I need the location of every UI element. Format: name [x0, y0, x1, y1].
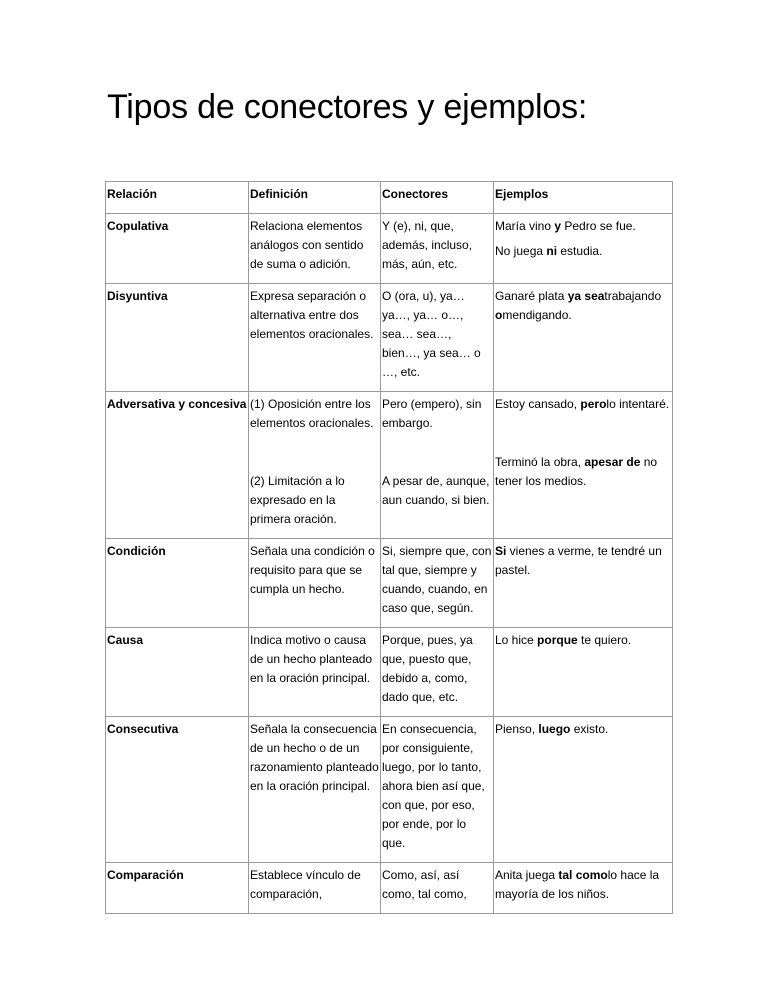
relation-cell: Copulativa [106, 214, 249, 284]
connectors-part: A pesar de, aunque, aun cuando, si bien. [382, 474, 490, 507]
table-header-row [106, 182, 673, 214]
relation-cell: Disyuntiva [106, 284, 249, 392]
header-definicion: Definición [249, 182, 381, 214]
definition-cell: Señala la consecuencia de un hecho o de un razonamiento planteado en la oración principal. [249, 717, 381, 863]
definition-cell: Establece vínculo de comparación, [249, 863, 381, 914]
highlighted-connector: ya sea [567, 289, 605, 303]
highlighted-connector: luego [538, 722, 571, 736]
relation-cell: Comparación [106, 863, 249, 914]
connectors-cell: Como, así, así como, tal como, [381, 863, 494, 914]
connectors-cell: Si, siempre que, con tal que, siempre y cuando, cuando, en caso que, según. [381, 539, 494, 628]
highlighted-connector: pero [580, 397, 607, 411]
example-cell: Ganaré plata ya seatrabajando omendigando. [494, 284, 673, 392]
relation-cell: Adversativa y concesiva [106, 392, 249, 539]
connectors-cell: Porque, pues, ya que, puesto que, debido a, como, dado que, etc. [381, 628, 494, 717]
example-sentence: Terminó la obra, apesar de no tener los medios. [495, 455, 658, 488]
relation-cell: Causa [106, 628, 249, 717]
connectors-cell: Y (e), ni, que, además, incluso, más, aún, etc. [381, 214, 494, 284]
relation-cell: Condición [106, 539, 249, 628]
header-relacion: Relación [106, 182, 249, 214]
table-row [106, 717, 673, 863]
highlighted-connector: tal como [558, 868, 608, 882]
table-row [106, 539, 673, 628]
connectors-cell: O (ora, u), ya… ya…, ya… o…, sea… sea…, bien…, ya sea… o …, etc. [381, 284, 494, 392]
header-ejemplos: Ejemplos [494, 182, 673, 214]
definition-cell: Indica motivo o causa de un hecho planteado en la oración principal. [249, 628, 381, 717]
example-cell: Lo hice porque te quiero. [494, 628, 673, 717]
example-cell: Anita juega tal comolo hace la mayoría de los niños. [494, 863, 673, 914]
example-cell [494, 214, 673, 284]
definition-cell: Señala una condición o requisito para que se cumpla un hecho. [249, 539, 381, 628]
example-sentence: No juega ni estudia. [495, 244, 603, 258]
connectors-cell: En consecuencia, por consiguiente, luego, por lo tanto, ahora bien así que, con que, por eso, por ende, por lo que. [381, 717, 494, 863]
highlighted-connector: y [554, 219, 562, 233]
highlighted-connector: o [495, 308, 503, 322]
connectors-table [105, 181, 673, 914]
definition-cell: Relaciona elementos análogos con sentido de suma o adición. [249, 214, 381, 284]
connectors-part: Pero (empero), sin embargo. [382, 397, 482, 430]
definition-part: (1) Oposición entre los elementos oracionales. [250, 397, 374, 430]
table-row [106, 214, 673, 284]
page-title: Tipos de conectores y ejemplos: [107, 88, 588, 126]
highlighted-connector: ni [546, 244, 558, 258]
highlighted-connector: apesar de [584, 455, 641, 469]
definition-part: (2) Limitación a lo expresado en la primera oración. [250, 474, 345, 526]
table-row [106, 392, 673, 539]
table-row [106, 628, 673, 717]
example-cell: Si vienes a verme, te tendré un pastel. [494, 539, 673, 628]
example-sentence: María vino y Pedro se fue. [495, 219, 636, 233]
definition-cell: Expresa separación o alternativa entre dos elementos oracionales. [249, 284, 381, 392]
example-sentence: Estoy cansado, perolo intentaré. [495, 397, 670, 411]
relation-cell: Consecutiva [106, 717, 249, 863]
highlighted-connector: porque [537, 633, 578, 647]
header-conectores: Conectores [381, 182, 494, 214]
definition-cell [249, 392, 381, 539]
highlighted-connector: Si [495, 544, 507, 558]
example-cell: Pienso, luego existo. [494, 717, 673, 863]
connectors-cell [381, 392, 494, 539]
table-row [106, 284, 673, 392]
table-row [106, 863, 673, 914]
example-cell [494, 392, 673, 539]
